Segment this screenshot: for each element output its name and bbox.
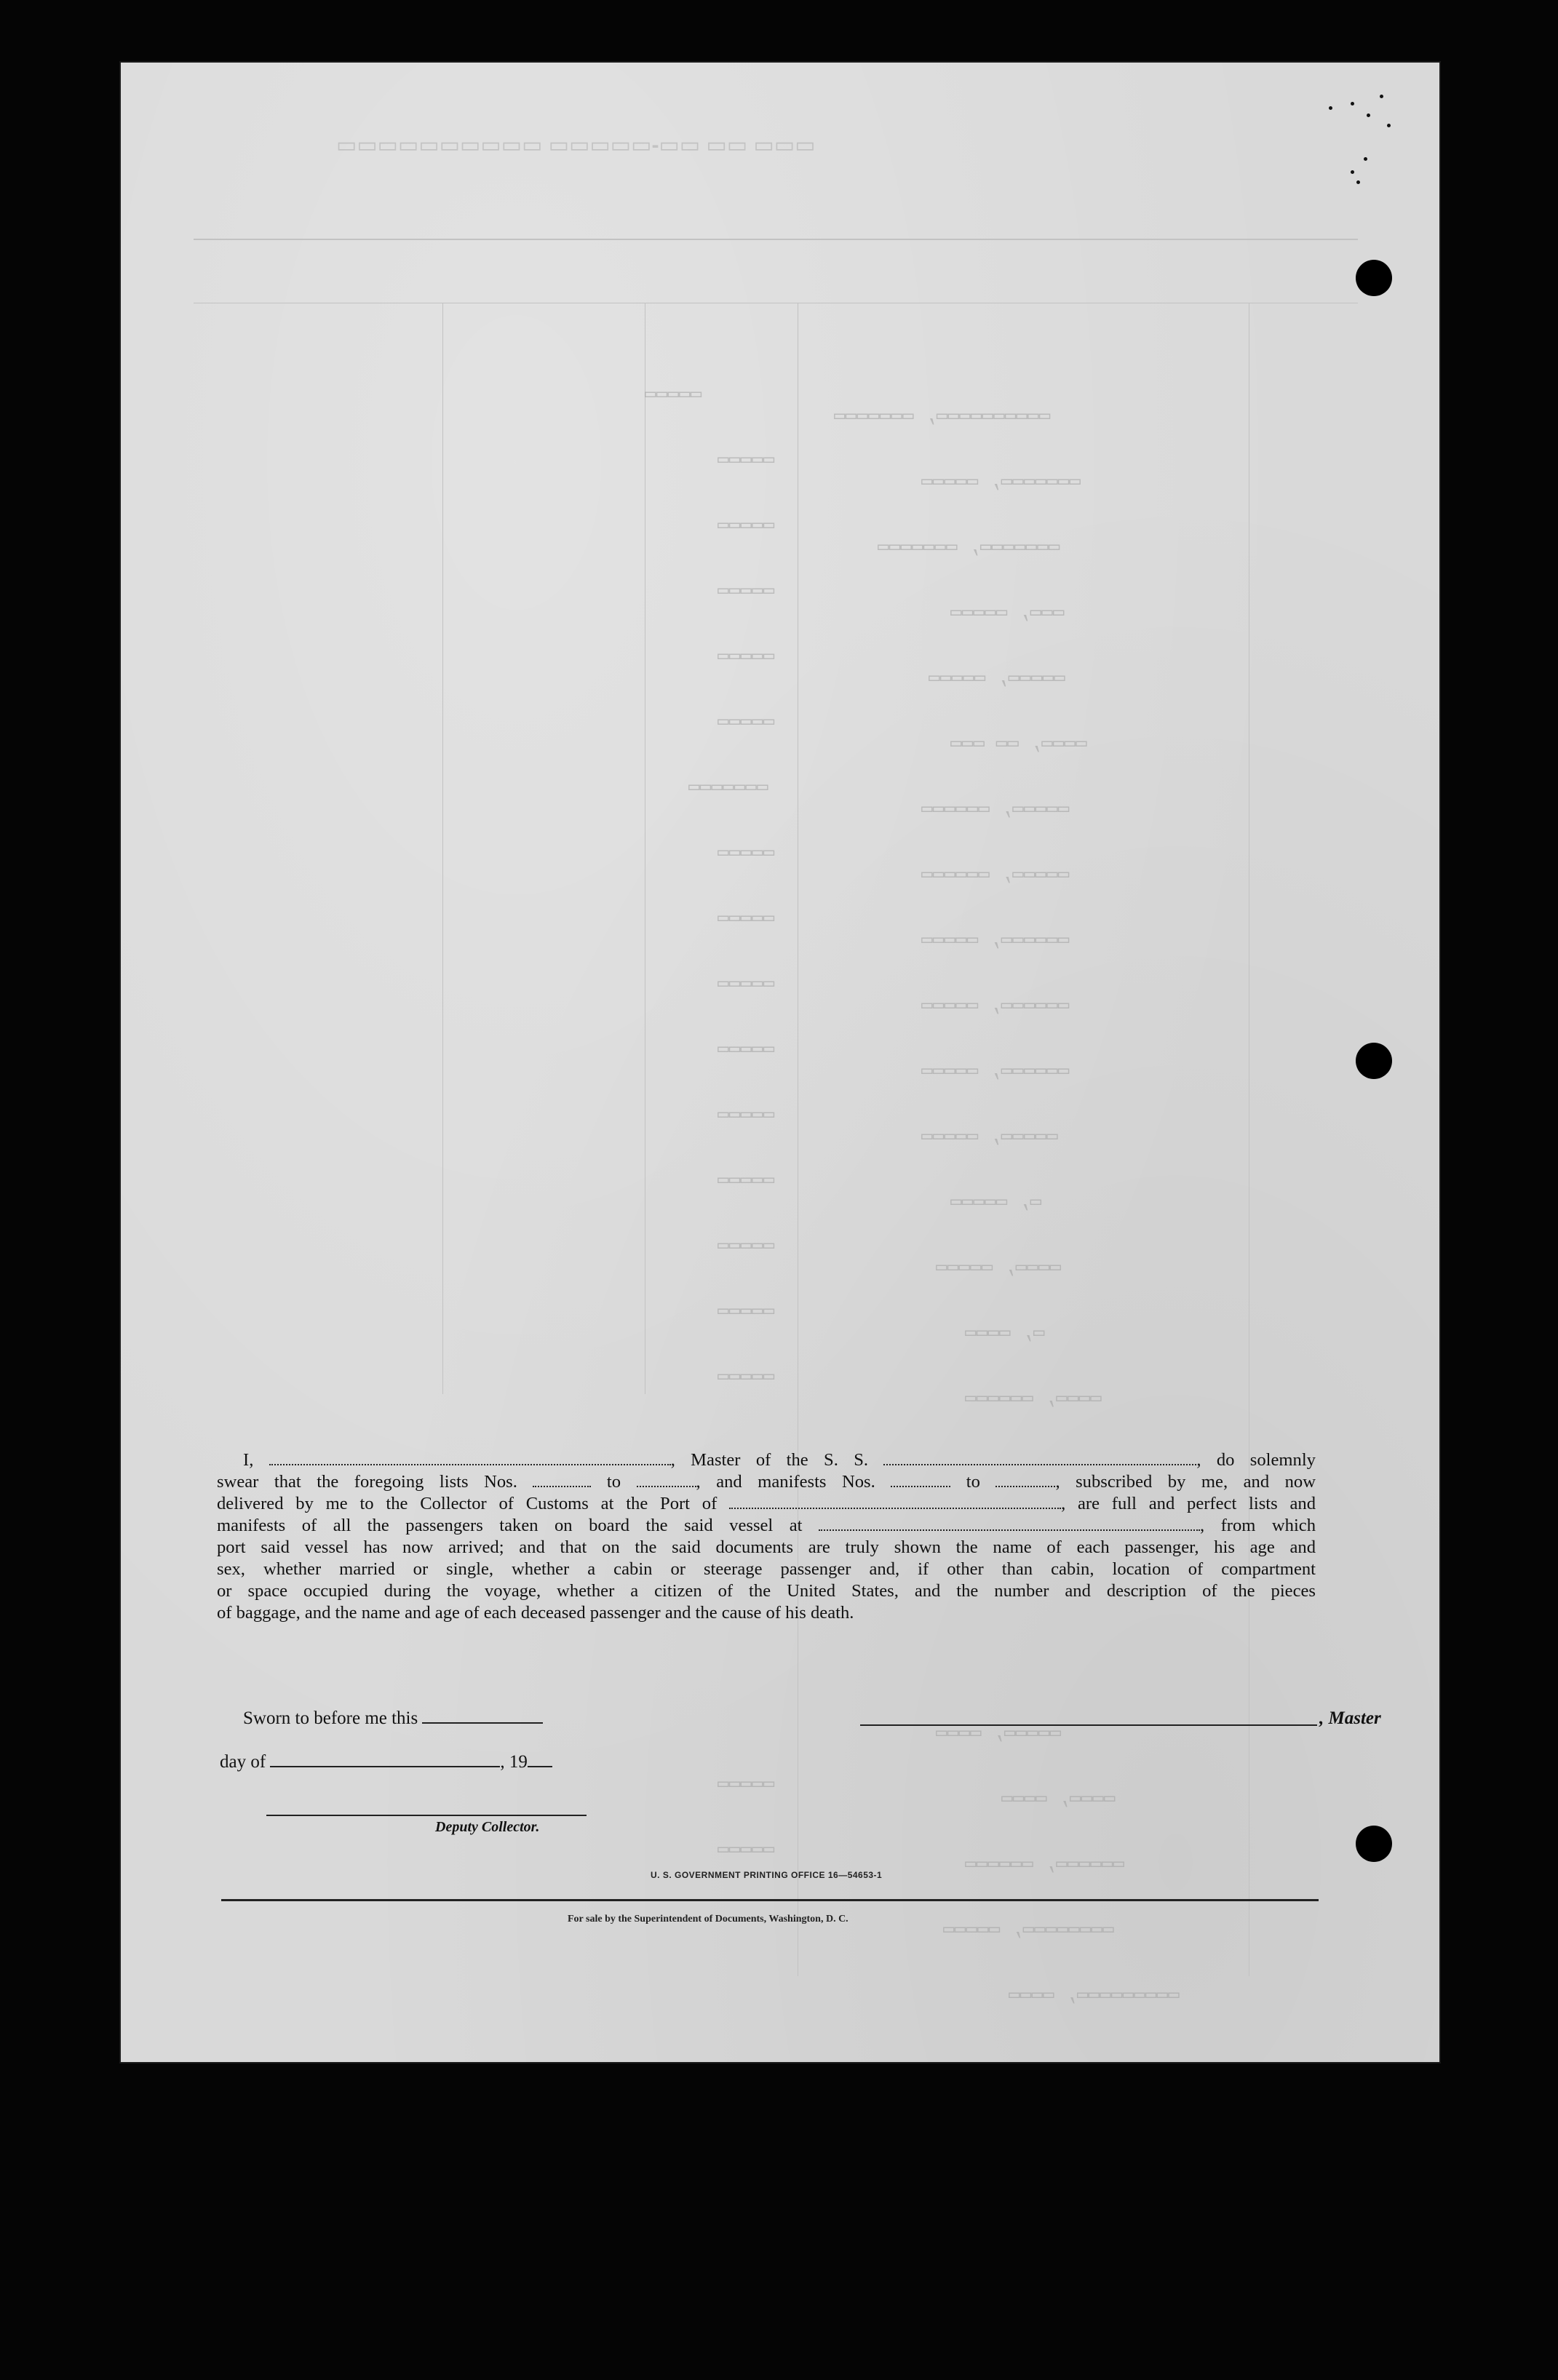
- speck: [1367, 114, 1370, 117]
- bleed-through-entry: ▭▭▭▭▭: [718, 449, 775, 471]
- speck: [1356, 180, 1360, 184]
- speck: [1364, 157, 1367, 161]
- oath-line-2: [217, 1471, 1316, 1493]
- bleed-through-rule: [194, 239, 1358, 240]
- bleed-through-entry: ▭▭▭▭▭: [718, 842, 775, 864]
- day-of-label: day of: [220, 1752, 266, 1772]
- oath-subscribed: , subscribed by me, and now: [1055, 1472, 1316, 1492]
- sale-notice: For sale by the Superintendent of Documents, Washington, D. C.: [568, 1914, 848, 1925]
- bleed-through-entry: ▭▭▭▭▭, ▭▭▭▭▭: [929, 667, 1065, 689]
- bleed-through-entry: ▭▭▭▭▭: [718, 514, 775, 536]
- bleed-through-entry: ▭▭▭▭▭▭, ▭▭▭▭▭: [921, 1060, 1070, 1082]
- oath-vessel-at: manifests of all the passengers taken on board the said vessel at: [217, 1516, 803, 1535]
- oath-solemnly: , do solemnly: [1196, 1450, 1316, 1470]
- bleed-through-entry: ▭▭▭▭▭, ▭▭▭▭▭▭: [921, 798, 1070, 820]
- bleed-through-entry: ▭▭▭▭▭▭▭, ▭▭▭▭▭: [921, 471, 1081, 493]
- manifest-no-to-field[interactable]: [995, 1473, 1055, 1487]
- year-field[interactable]: [528, 1753, 552, 1767]
- sworn-line: [243, 1708, 543, 1729]
- bleed-through-entry: ▭▭▭▭▭: [718, 1773, 775, 1795]
- speck: [1329, 106, 1332, 110]
- bleed-through-entry: ▭▭▭, ▭▭▭▭▭: [950, 602, 1065, 624]
- bleed-through-entry: ▭, ▭▭▭▭▭: [950, 1191, 1042, 1213]
- bleed-through-entry: ▭▭▭▭, ▭▭▭▭: [1001, 1788, 1116, 1810]
- bleed-through-entry: ▭▭▭▭▭: [718, 1366, 775, 1388]
- oath-master-of-ss: , Master of the S. S.: [670, 1450, 869, 1470]
- bleed-through-entry: ▭▭▭▭▭▭, ▭▭▭▭▭: [921, 929, 1070, 951]
- bleed-through-entry: ▭▭▭▭▭: [718, 1104, 775, 1126]
- oath-i: I,: [243, 1450, 254, 1470]
- speck: [1351, 102, 1354, 106]
- speck: [1380, 95, 1383, 98]
- month-field[interactable]: [270, 1753, 500, 1767]
- footer-rule: [221, 1899, 1319, 1901]
- oath-paragraph: [217, 1449, 1316, 1624]
- bleed-through-entry: ▭▭▭▭▭: [718, 645, 775, 667]
- bleed-through-entry: ▭▭▭▭▭: [718, 1038, 775, 1060]
- deputy-signature-line[interactable]: [266, 1815, 587, 1816]
- sworn-date-field[interactable]: [422, 1709, 543, 1724]
- oath-line-4: [217, 1515, 1316, 1537]
- oath-line-3: [217, 1493, 1316, 1515]
- master-label: , Master: [1319, 1708, 1381, 1728]
- bleed-through-entry: ▭▭▭▭▭: [718, 1235, 775, 1257]
- year-label: , 19: [500, 1752, 528, 1772]
- bleed-through-header: ▭▭▭ ▭▭ ▭▭-▭▭▭▭▭ ▭▭▭▭▭▭▭▭▭▭: [336, 133, 816, 157]
- punch-hole: [1356, 1826, 1392, 1862]
- bleed-through-entry: ▭▭▭▭▭▭▭▭, ▭▭▭▭▭: [943, 1919, 1114, 1941]
- bleed-through-entry: ▭▭▭▭▭▭, ▭▭▭▭▭: [921, 995, 1070, 1016]
- bleed-through-entry: ▭▭▭▭▭▭▭▭▭▭, ▭▭▭▭▭▭▭: [834, 405, 1051, 427]
- speck: [1351, 170, 1354, 174]
- bleed-through-entry: ▭▭▭▭▭: [718, 1300, 775, 1322]
- bleed-through-entry: ▭▭▭▭▭: [718, 1839, 775, 1860]
- bleed-through-entry: ▭▭▭▭▭: [645, 383, 702, 405]
- bleed-through-entry: ▭▭▭▭▭▭, ▭▭▭▭▭▭: [965, 1853, 1125, 1875]
- bleed-through-entry: ▭▭▭▭▭: [718, 580, 775, 602]
- bleed-through-entry: ▭▭▭▭▭: [718, 907, 775, 929]
- punch-hole: [1356, 260, 1392, 296]
- oath-line-5: port said vessel has now arrived; and that on the said documents are truly shown the name of each passenger, his age and: [217, 1537, 1316, 1557]
- list-no-to-field[interactable]: [637, 1473, 696, 1487]
- oath-line-6: sex, whether married or single, whether a cabin or steerage passenger and, if other than cabin, location of compartment: [217, 1559, 1316, 1579]
- ship-name-field[interactable]: [883, 1451, 1196, 1465]
- sworn-label: Sworn to before me this: [243, 1708, 418, 1728]
- departure-port-field[interactable]: [819, 1516, 1200, 1531]
- punch-hole: [1356, 1043, 1392, 1079]
- oath-full-perfect: , are full and perfect lists and: [1061, 1494, 1316, 1513]
- bleed-through-entry: ▭▭▭▭, ▭▭ ▭▭▭: [950, 733, 1087, 755]
- bleed-through-entry: ▭▭▭▭, ▭▭▭▭▭▭: [965, 1388, 1102, 1409]
- bleed-through-entry: ▭▭▭▭▭, ▭▭▭▭: [936, 1722, 1062, 1744]
- deputy-collector-label: Deputy Collector.: [435, 1819, 540, 1835]
- oath-from-which: , from which: [1199, 1516, 1316, 1535]
- bleed-through-entry: ▭▭▭▭▭: [718, 711, 775, 733]
- oath-to-2: to: [966, 1472, 980, 1492]
- list-no-from-field[interactable]: [533, 1473, 591, 1487]
- master-signature-line[interactable]: [860, 1724, 1317, 1726]
- bleed-through-entry: ▭▭▭▭▭, ▭▭▭▭▭: [921, 1126, 1058, 1147]
- oath-lists-nos: swear that the foregoing lists Nos.: [217, 1472, 517, 1492]
- bleed-through-entry: ▭, ▭▭▭▭: [965, 1322, 1045, 1344]
- bleed-through-entry: ▭▭▭▭▭▭▭: [688, 776, 768, 798]
- oath-line-7: or space occupied during the voyage, whether a citizen of the United States, and the number and description of the pieces: [217, 1581, 1316, 1601]
- bleed-through-entry: ▭▭▭▭▭, ▭▭▭▭▭▭: [921, 864, 1070, 885]
- bleed-through-column: [442, 303, 443, 1394]
- printing-office-imprint: U. S. GOVERNMENT PRINTING OFFICE 16—54653-1: [651, 1870, 883, 1880]
- master-name-field[interactable]: [269, 1451, 671, 1465]
- bleed-through-entry: ▭▭▭▭, ▭▭▭▭▭: [936, 1257, 1062, 1278]
- oath-port-of: delivered by me to the Collector of Customs at the Port of: [217, 1494, 718, 1513]
- oath-line-8: of baggage, and the name and age of each deceased passenger and the cause of his death.: [217, 1603, 854, 1623]
- day-of-line: [220, 1752, 552, 1772]
- manifest-no-from-field[interactable]: [891, 1473, 950, 1487]
- oath-manifests-nos: , and manifests Nos.: [696, 1472, 875, 1492]
- port-field[interactable]: [729, 1495, 1061, 1509]
- bleed-through-entry: ▭▭▭▭▭▭▭▭▭, ▭▭▭▭: [1009, 1984, 1180, 2006]
- speck: [1387, 124, 1391, 127]
- document-sheet: [121, 63, 1439, 2062]
- oath-to: to: [606, 1472, 621, 1492]
- oath-line-1: [217, 1449, 1316, 1471]
- bleed-through-entry: ▭▭▭▭▭▭▭, ▭▭▭▭▭▭▭: [878, 536, 1060, 558]
- bleed-through-entry: ▭▭▭▭▭: [718, 973, 775, 995]
- bleed-through-entry: ▭▭▭▭▭: [718, 1169, 775, 1191]
